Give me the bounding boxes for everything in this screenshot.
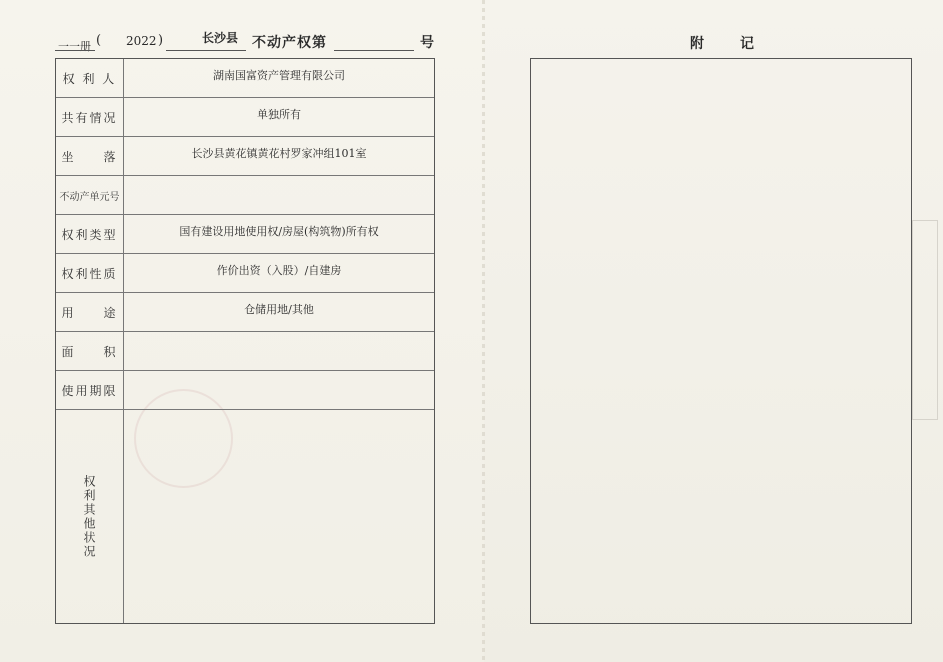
property-register-table [55, 58, 435, 624]
volume-underline [55, 50, 95, 51]
row-value: 作价出资（入股）/自建房 [216, 264, 342, 277]
row-right-nature [56, 254, 434, 293]
row-unit-number [56, 176, 434, 215]
row-label: 权利类型 [56, 215, 124, 253]
row-label: 权利其他状况 [56, 410, 124, 623]
row-label: 使用期限 [56, 371, 124, 409]
certificate-year: 2022 [126, 34, 157, 48]
row-other-status [56, 410, 434, 623]
paren-close: ) [158, 33, 164, 48]
certificate-number-line [334, 50, 414, 51]
row-value [124, 176, 434, 214]
row-label: 不动产单元号 [56, 176, 124, 214]
row-value: 湖南国富资产管理有限公司 [213, 69, 345, 82]
row-area [56, 332, 434, 371]
row-usage [56, 293, 434, 332]
certificate-title: 不动产权第 [252, 35, 327, 51]
volume-label: 一一册 [58, 40, 91, 53]
row-value: 国有建设用地使用权/房屋(构筑物)所有权 [179, 225, 379, 238]
row-co-ownership [56, 98, 434, 137]
row-value [124, 410, 434, 623]
row-value: 长沙县黄花镇黄花村罗家冲组101室 [191, 147, 367, 160]
row-label: 坐 落 [56, 137, 124, 175]
side-stamp [912, 220, 938, 420]
row-label: 共有情况 [56, 98, 124, 136]
row-right-type [56, 215, 434, 254]
county-underline [166, 50, 246, 51]
row-value: 单独所有 [257, 108, 301, 121]
row-label: 权利性质 [56, 254, 124, 292]
row-term [56, 371, 434, 410]
annex-title: 附记 [690, 36, 790, 52]
row-owner [56, 59, 434, 98]
county-name: 长沙县 [202, 31, 239, 45]
row-label: 面 积 [56, 332, 124, 370]
row-location [56, 137, 434, 176]
row-value: 仓储用地/其他 [244, 303, 314, 316]
row-label: 用 途 [56, 293, 124, 331]
row-value [124, 371, 434, 409]
annex-box [530, 58, 912, 624]
page-fold [482, 0, 485, 662]
row-label: 权 利 人 [56, 59, 124, 97]
paren-open: ( [96, 33, 102, 48]
row-value [124, 332, 434, 370]
certificate-hao: 号 [420, 35, 434, 51]
